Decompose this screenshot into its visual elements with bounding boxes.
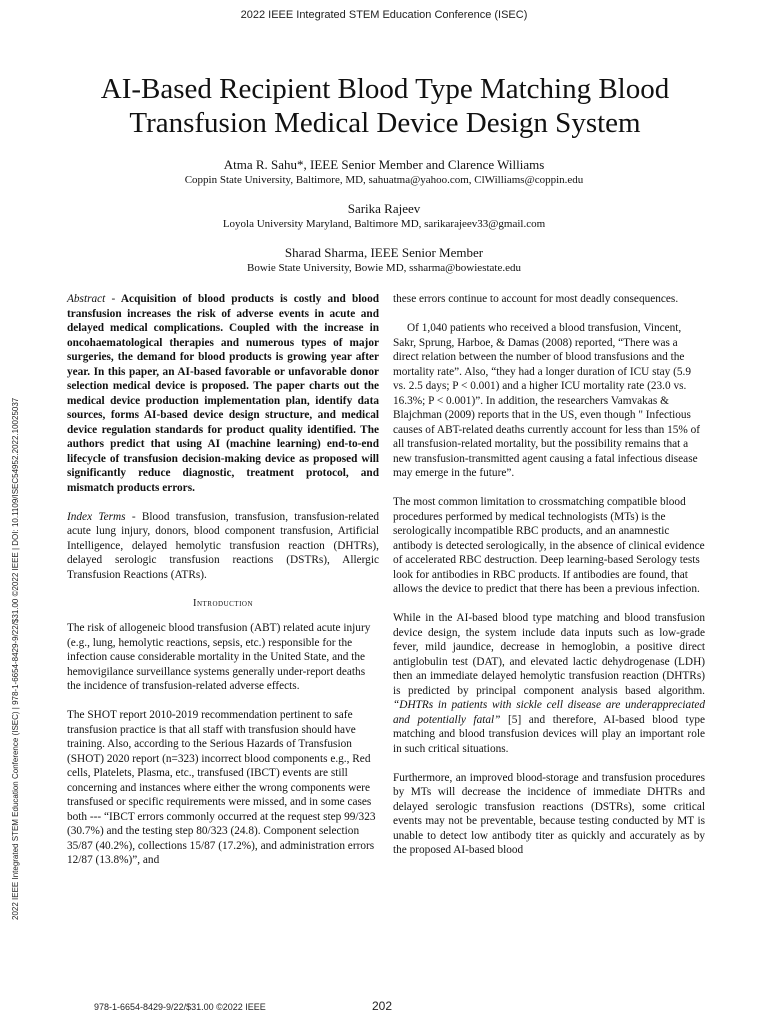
conference-header: 2022 IEEE Integrated STEM Education Conference (ISEC) (240, 9, 528, 21)
index-terms-text: Blood transfusion, transfusion, transfusion-related acute lung injury, donors, blood component transfusion, Artificial Intelligence, delayed hemolytic transfusion reaction (DHTRs), delayed serologic transfusion reactions (DSTRs), Allergic Transfusion Reactions (ATRs). (67, 510, 379, 581)
paper-title: AI-Based Recipient Blood Type Matching Blood Transfusion Medical Device Design System (100, 73, 670, 139)
author-block-1 (0, 157, 768, 188)
intro-paragraph-2: The SHOT report 2010-2019 recommendation pertinent to safe transfusion practice is that all staff with transfusion should have training. Also, according to the Serious Hazards of Transfusion (SHOT) 2020 report (n=323) incorrect blood components e.g., Red cells, Platelets, Plasma, etc., transfused (IBCT) events are still concerning and instances where either the wrong components were transfused or specific requirements were missed, and in some cases both --- “IBCT errors commonly occurred at the request step 99/323 (30.7%) and the testing step 80/323 (24.8). Component selection 35/87 (40.2%), collections 15/87 (17.2%), and administration errors 12/87 (13.8%)”, and (67, 709, 376, 866)
page-number: 202 (372, 999, 393, 1013)
left-column (67, 292, 379, 882)
right-paragraph-2: Of 1,040 patients who received a blood transfusion, Vincent, Sakr, Sprung, Harboe, & Damas (2008) reported, “There was a direct relation between the number of blood transfusions and the mortality rate”. Also, “they had a longer duration of ICU stay (5.9 vs. 2.5 days; P < 0.001) and a higher ICU mortality rate (23.0 vs. 16.3%; P < 0.001)”. In addition, the researchers Vamvakas & Blajchman (2009) reports that in the US, even though " Infectious causes of ABT-related deaths currently account for less than 15% of all transfusion-related mortality, but the possibility remains that a new transfusion-transmitted agent causing a fatal infectious disease may emerge in the future”. (393, 322, 701, 479)
intro-paragraph-1: The risk of allogeneic blood transfusion (ABT) related acute injury (e.g., lung, hemolytic reactions, sepsis, etc.) responsible for the infection cause considerable mortality in the United State, and the hemovigilance surveillance systems generally under-report deaths the incidence of transfusion-related adverse effects. (67, 622, 371, 692)
author-block-2 (0, 201, 768, 232)
section-heading-introduction: Introduction (192, 597, 254, 609)
index-terms-lead: Index Terms - (67, 510, 136, 523)
author-name: Sharad Sharma, IEEE Senior Member (284, 245, 484, 260)
paragraph-4-end: [5] and therefore, AI-based blood type matching and blood transfusion devices will play an important role in such critical situations. (393, 713, 706, 755)
author-block-3 (0, 245, 768, 276)
footer-copyright: 978-1-6654-8429-9/22/$31.00 ©2022 IEEE (94, 1002, 266, 1012)
author-affiliation: Bowie State University, Bowie MD, ssharma@bowiestate.edu (247, 262, 521, 274)
abstract-text: Acquisition of blood products is costly and blood transfusion increases the risk of adverse events in acute and delayed medical complications. Coupled with the increase in oncohaematological therapies and numerous types of major surgeries, the demand for blood products is growing year after year. In this paper, an AI-based favorable or unfavorable donor selection medical device is proposed. The paper charts out the medical device production implementation plan, identify data sources, forms AI-based device design structure, and medical device regulation standards for product quality identified. The authors predict that using AI (machine learning) end-to-end lifecycle of transfusion decision-making device as proposed will significantly reduce diagnostic, treatment protocol, and mismatch products errors. (67, 293, 379, 494)
abstract (67, 292, 379, 495)
right-paragraph-5: Furthermore, an improved blood-storage and transfusion procedures by MTs will decrease the incidence of immediate DHTRs and delayed serologic transfusion reactions (DSTRs), some critical events may not be preventable, because testing conducted by MT is unable to detect low antibody titer as quickly and accurately as by the proposed AI-based blood (393, 771, 705, 856)
paragraph-4-start: While in the AI-based blood type matching and blood transfusion device design, the system include data inputs such as low-grade fever, mild jaundice, decrease in hemoglobin, a positive direct antiglobulin test (DAT), and elevated lactic dehydrogenase (LDH) then an immediate delayed hemolytic transfusion reaction (DHTRs) is predicted by principal component analysis based algorithm. (393, 612, 705, 697)
right-paragraph-1: these errors continue to account for most deadly consequences. (393, 293, 679, 305)
right-paragraph-4 (393, 611, 705, 756)
index-terms (67, 510, 379, 583)
author-affiliation: Coppin State University, Baltimore, MD, sahuatma@yahoo.com, ClWilliams@coppin.edu (184, 174, 584, 186)
author-affiliation: Loyola University Maryland, Baltimore MD, sarikarajeev33@gmail.com (222, 218, 546, 230)
right-paragraph-3: The most common limitation to crossmatching compatible blood procedures performed by medical technologists (MTs) is the serologically incompatible RBC products, and an anamnestic antibody is detected serologically, in the absence of clinical evidence of accelerated RBC destruction. Deep learning-based Serology tests look for antibodies in RBC products. If antibodies are found, that allows the device to predict that there has been a previous infection. (393, 496, 705, 595)
abstract-lead: Abstract - (67, 293, 116, 305)
side-doi-note: 2022 IEEE Integrated STEM Education Conference (ISEC) | 978-1-6654-8429-9/22/$31.00 ©2022 IEEE | DOI: 10.1109/ISEC54952.2022.10025037 (11, 397, 20, 920)
sickle-cell-quote: “DHTRs in patients with sickle cell disease are underappreciated and potentially fatal” (393, 699, 705, 726)
author-list (0, 157, 768, 289)
author-name: Sarika Rajeev (347, 201, 421, 216)
right-column (393, 292, 705, 872)
author-name: Atma R. Sahu*, IEEE Senior Member and Clarence Williams (223, 157, 545, 172)
